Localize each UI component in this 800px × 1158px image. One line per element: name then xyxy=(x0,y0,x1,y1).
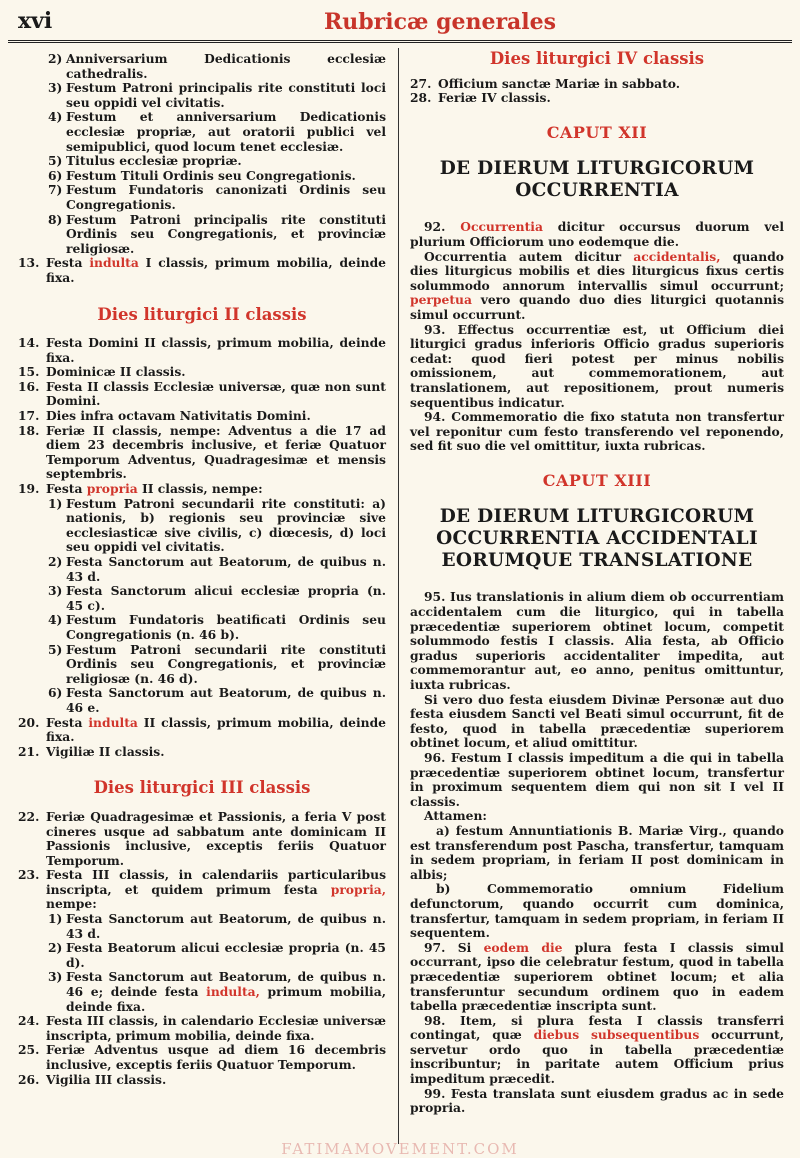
list-item: 2) Festa Sanctorum aut Beatorum, de quibus n. 43 d. xyxy=(48,554,386,584)
running-title: Rubricæ generales xyxy=(323,9,557,35)
list-item: 22. Feriæ Quadragesimæ et Passionis, a feria V post cineres usque ad sabbatum ante dominicam II Passionis inclusive, exceptis feriis Quatuor Temporum. xyxy=(18,808,386,868)
paragraph-95: 95. Ius translationis in alium diem ob occurrentiam accidentalem cum die liturgico, qui in tabella præcedentiæ superiorem obtinet locum, competit solummodo festis I classis. Alia festa, ab Officio gradus superioris accidentaliter impedita, aut commemorantur aut, eo anno, penitus omittuntur, iuxta rubricas. xyxy=(410,589,784,693)
page-header xyxy=(8,6,792,38)
list-item: 6) Festum Tituli Ordinis seu Congregationis. xyxy=(48,167,356,183)
list-item: 15. Dominicæ II classis. xyxy=(18,364,186,380)
list-item: 5) Titulus ecclesiæ propriæ. xyxy=(48,153,242,169)
paragraph-96: 96. Festum I classis impeditum a die qui in tabella præcedentiæ superiorem obtinet locum, transfertur in proximum sequentem diem qui non sit I vel II classis. xyxy=(410,750,784,809)
list-item: 28. Feriæ IV classis. xyxy=(410,90,551,106)
list-item: 7) Festum Fundatoris canonizati Ordinis seu Congregationis. xyxy=(48,182,386,212)
paragraph-92: 92. Occurrentia dicitur occursus duorum vel plurium Officiorum uno eodemque die. xyxy=(410,219,784,249)
list-item: 26. Vigilia III classis. xyxy=(18,1071,167,1087)
list-item: 3) Festum Patroni principalis rite constituti loci seu oppidi vel civitatis. xyxy=(48,80,386,110)
list-item: 1) Festum Patroni secundarii rite constituti: a) nationis, b) regionis seu provinciæ sive ecclesiasticæ sive civilis, c) diœcesis, d) loci seu oppidi vel civitatis. xyxy=(48,495,386,555)
list-item: 24. Festa III classis, in calendario Ecclesiæ universæ inscripta, primum mobilia, deinde fixa. xyxy=(18,1013,386,1043)
chapter-title-xiii: DE DIERUM LITURGICORUM OCCURRENTIA ACCIDENTALI EORUMQUE TRANSLATIONE xyxy=(436,506,758,572)
section-heading-iv: Dies liturgici IV classis xyxy=(489,49,705,68)
list-item: 4) Festum Fundatoris beatificati Ordinis seu Congregationis (n. 46 b). xyxy=(48,612,386,642)
right-column xyxy=(410,49,785,1116)
attamen-label: Attamen: xyxy=(424,808,487,824)
left-column xyxy=(18,52,386,1087)
paragraph-95b: Si vero duo festa eiusdem Divinæ Personæ aut duo festa eiusdem Sancti vel Beati simul occurrunt, fit de festo, quod in tabella præcedentiæ superiorem obtinet locum, et aliud omittitur. xyxy=(410,691,784,751)
paragraph-96a: a) festum Annuntiationis B. Mariæ Virg., quando est transferendum post Pascha, transfertur, tamquam in sedem propriam, in feriam II post dominicam in albis; xyxy=(410,822,784,882)
list-item: 20. Festa indulta II classis, primum mobilia, deinde fixa. xyxy=(18,714,387,745)
paragraph-96b: b) Commemoratio omnium Fidelium defunctorum, quando occurrit cum dominica, transfertur, tamquam in sedem propriam, in feriam II sequentem. xyxy=(410,881,784,941)
list-item: 25. Feriæ Adventus usque ad diem 16 decembris inclusive, exceptis feriis Quatuor Temporum. xyxy=(18,1042,386,1072)
list-item: 2) Anniversarium Dedicationis ecclesiæ cathedralis. xyxy=(48,51,386,81)
list-item: 18. Feriæ II classis, nempe: Adventus a die 17 ad diem 23 decembris inclusive, et feriæ Quatuor Temporum Adventus, Quadragesimæ et mensis septembris. xyxy=(18,422,386,482)
list-item: 27. Officium sanctæ Mariæ in sabbato. xyxy=(410,75,681,91)
paragraph-92b: Occurrentia autem dicitur accidentalis, quando dies liturgicus mobilis et dies liturgicus fixus certis solummodo annorum intervallis simul occurrunt; perpetua vero quando duo dies liturgici quotannis simul occurrunt. xyxy=(410,248,785,322)
chapter-title-xii: DE DIERUM LITURGICORUM OCCURRENTIA xyxy=(439,158,755,202)
list-item: 16. Festa II classis Ecclesiæ universæ, quæ non sunt Domini. xyxy=(18,378,386,409)
list-item: 1) Festa Sanctorum aut Beatorum, de quibus n. 43 d. xyxy=(48,911,386,941)
paragraph-97: 97. Si eodem die plura festa I classis simul occurrant, ipso die celebratur festum, quod in tabella præcedentiæ superiorem obtinet locum; et alia transferuntur secundum ordinem quo in eadem tabella præcedentiæ inscripta sunt. xyxy=(410,939,784,1014)
paragraph-94: 94. Commemoratio die fixo statuta non transfertur vel reponitur cum festo transferendo vel reponendo, sed fit suo die vel omittitur, iuxta rubricas. xyxy=(410,409,784,454)
paragraph-93: 93. Effectus occurrentiæ est, ut Officium diei liturgici gradus inferioris Officio gradus superioris cedat: quod fieri potest per minus nobilis omissionem, aut commemorationem, aut translationem, aut repositionem, prout numeris sequentibus indicatur. xyxy=(410,321,784,410)
list-item: 17. Dies infra octavam Nativitatis Domini. xyxy=(18,408,311,424)
list-item: 23. Festa III classis, in calendariis particularibus inscripta, et quidem primum festa propria, nempe: xyxy=(18,867,386,912)
paragraph-99: 99. Festa translata sunt eiusdem gradus ac in sede propria. xyxy=(410,1085,784,1116)
chapter-label-xii: CAPUT XII xyxy=(546,122,648,142)
section-heading-iii: Dies liturgici III classis xyxy=(93,778,311,798)
chapter-label-xiii: CAPUT XIII xyxy=(542,470,652,490)
page-number: xvi xyxy=(18,8,53,34)
list-item: 19. Festa propria II classis, nempe: xyxy=(18,481,263,497)
watermark: FATIMAMOVEMENT.COM xyxy=(281,1140,519,1158)
list-item: 5) Festum Patroni secundarii rite constituti Ordinis seu Congregationis, et provinciæ religiosæ (n. 46 d). xyxy=(48,641,386,686)
list-item: 2) Festa Beatorum alicui ecclesiæ propria (n. 45 d). xyxy=(48,940,386,970)
column-divider xyxy=(398,48,399,1144)
list-item: 4) Festum et anniversarium Dedicationis ecclesiæ propriæ, aut oratorii publici vel semipublici, quod locum tenet ecclesiæ. xyxy=(48,109,386,154)
header-rule xyxy=(8,40,792,43)
list-item: 14. Festa Domini II classis, primum mobilia, deinde fixa. xyxy=(18,335,386,365)
list-item: 8) Festum Patroni principalis rite constituti Ordinis seu Congregationis, et provinciæ religiosæ. xyxy=(48,211,386,256)
list-item: 21. Vigiliæ II classis. xyxy=(18,743,165,759)
list-item: 3) Festa Sanctorum alicui ecclesiæ propria (n. 45 c). xyxy=(48,583,386,613)
paragraph-98: 98. Item, si plura festa I classis transferri contingat, quæ diebus subsequentibus occurrunt, servetur ordo quo in tabella præcedentiæ inscribuntur; in paritate autem Officium prius impeditum præcedit. xyxy=(410,1012,784,1087)
list-item: 13. Festa indulta I classis, primum mobilia, deinde fixa. xyxy=(18,255,387,285)
list-item: 3) Festa Sanctorum aut Beatorum, de quibus n. 46 e; deinde festa indulta, primum mobilia, deinde fixa. xyxy=(48,969,386,1014)
list-item: 6) Festa Sanctorum aut Beatorum, de quibus n. 46 e. xyxy=(48,685,386,715)
section-heading-ii: Dies liturgici II classis xyxy=(97,304,307,324)
